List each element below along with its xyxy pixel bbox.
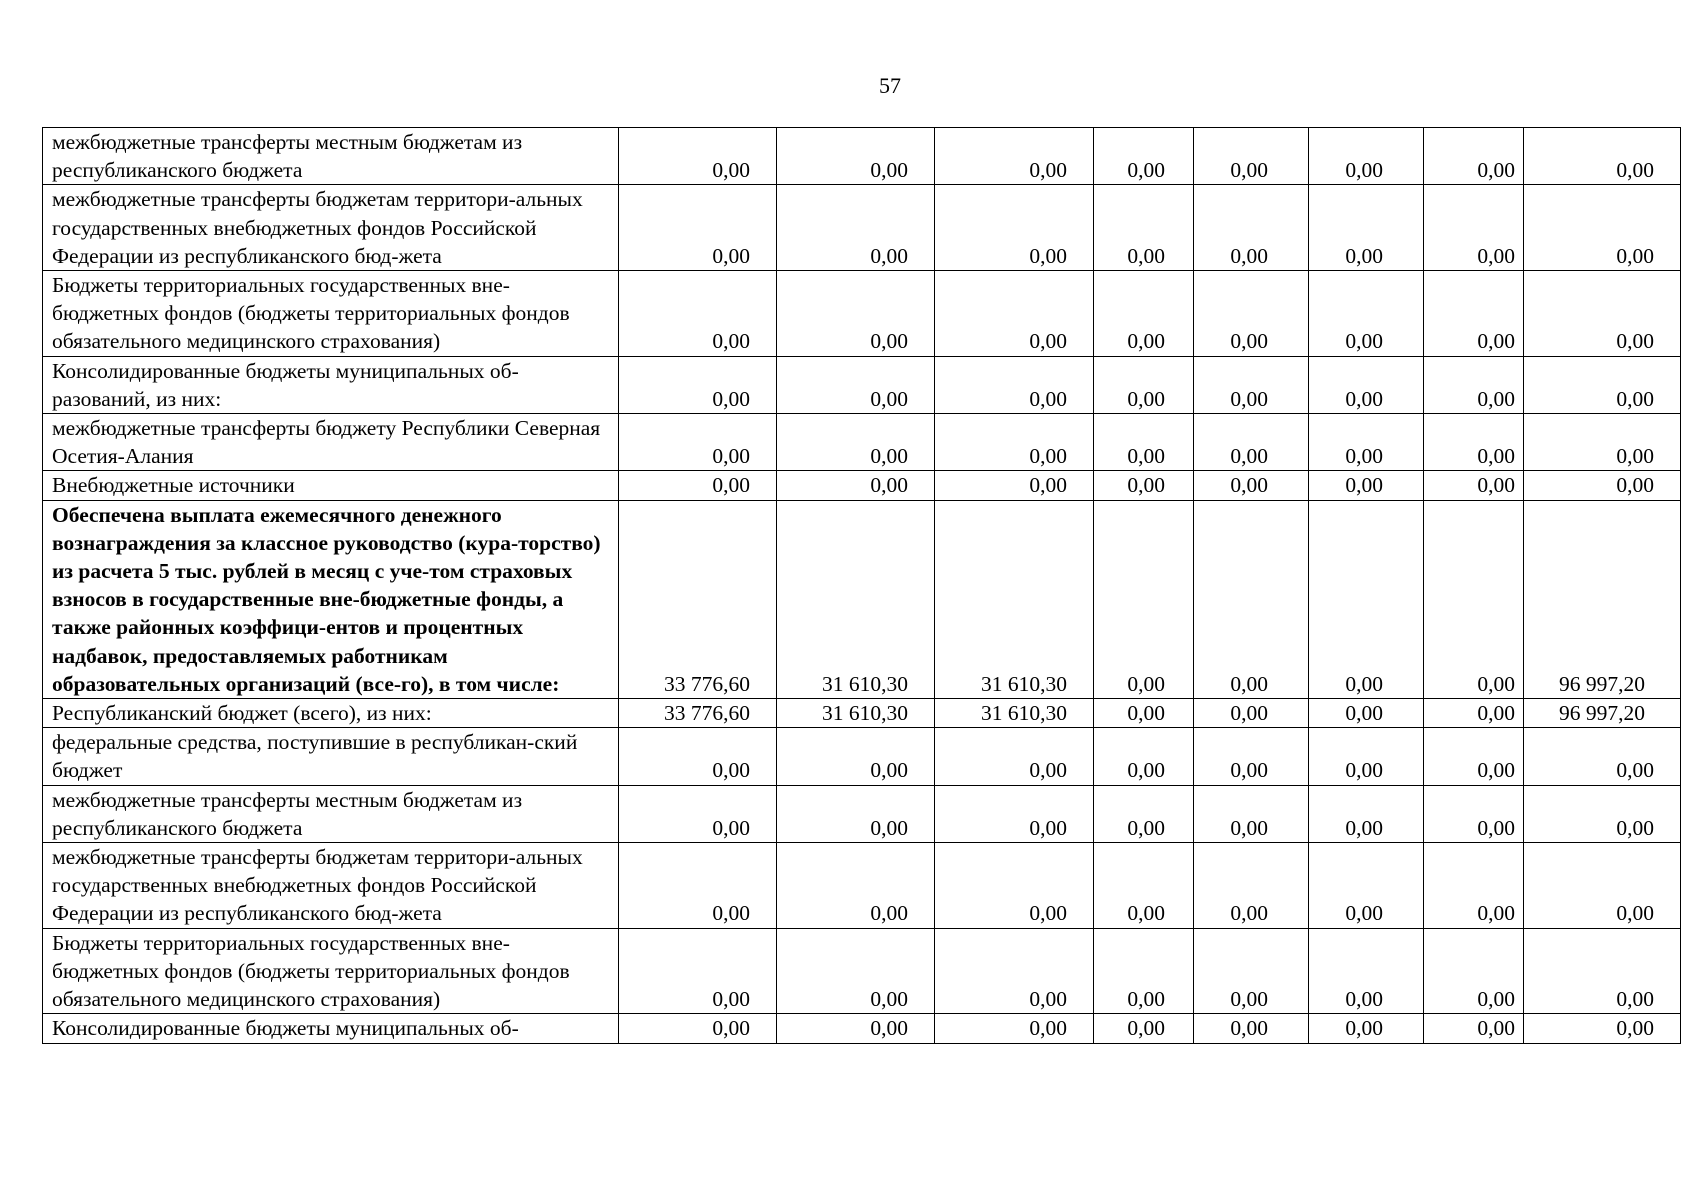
value-cell: 0,00 xyxy=(1424,928,1524,1014)
value-cell: 0,00 xyxy=(619,843,777,929)
value-cell: 0,00 xyxy=(1309,699,1424,728)
value-cell: 0,00 xyxy=(1194,471,1309,500)
value-cell: 0,00 xyxy=(935,728,1094,785)
value-cell: 0,00 xyxy=(1094,271,1194,357)
value-cell: 0,00 xyxy=(935,471,1094,500)
value-cell: 0,00 xyxy=(1424,728,1524,785)
value-cell: 0,00 xyxy=(935,928,1094,1014)
value-cell: 0,00 xyxy=(1424,785,1524,842)
value-cell: 0,00 xyxy=(1094,414,1194,471)
table-row xyxy=(43,843,1681,929)
table-row xyxy=(43,728,1681,785)
value-cell: 0,00 xyxy=(1524,785,1681,842)
value-cell: 0,00 xyxy=(777,414,935,471)
value-cell: 0,00 xyxy=(1194,785,1309,842)
value-cell: 0,00 xyxy=(777,128,935,185)
value-cell: 0,00 xyxy=(1424,843,1524,929)
budget-table xyxy=(42,127,1681,1044)
value-cell: 0,00 xyxy=(1194,843,1309,929)
value-cell: 0,00 xyxy=(1094,356,1194,413)
value-cell: 0,00 xyxy=(619,271,777,357)
value-cell: 0,00 xyxy=(777,785,935,842)
value-cell: 0,00 xyxy=(1524,185,1681,271)
value-cell: 0,00 xyxy=(1309,414,1424,471)
row-label: межбюджетные трансферты бюджету Республики Северная Осетия-Алания xyxy=(43,414,619,471)
value-cell: 0,00 xyxy=(1094,185,1194,271)
value-cell: 0,00 xyxy=(777,1014,935,1043)
value-cell: 0,00 xyxy=(1524,356,1681,413)
table-row xyxy=(43,128,1681,185)
table-row xyxy=(43,471,1681,500)
value-cell: 0,00 xyxy=(1424,356,1524,413)
value-cell: 0,00 xyxy=(619,928,777,1014)
value-cell: 0,00 xyxy=(1094,785,1194,842)
row-label: межбюджетные трансферты местным бюджетам из республиканского бюджета xyxy=(43,785,619,842)
value-cell: 96 997,20 xyxy=(1524,500,1681,698)
value-cell: 0,00 xyxy=(1194,728,1309,785)
value-cell: 0,00 xyxy=(1309,185,1424,271)
value-cell: 0,00 xyxy=(1094,1014,1194,1043)
row-label: Консолидированные бюджеты муниципальных об-разований, из них: xyxy=(43,356,619,413)
value-cell: 0,00 xyxy=(619,785,777,842)
value-cell: 0,00 xyxy=(1424,185,1524,271)
value-cell: 0,00 xyxy=(1194,128,1309,185)
value-cell: 0,00 xyxy=(1424,1014,1524,1043)
value-cell: 0,00 xyxy=(1194,185,1309,271)
value-cell: 0,00 xyxy=(777,271,935,357)
value-cell: 0,00 xyxy=(1194,699,1309,728)
value-cell: 0,00 xyxy=(1524,728,1681,785)
value-cell: 0,00 xyxy=(1524,128,1681,185)
value-cell: 0,00 xyxy=(1424,500,1524,698)
row-label: межбюджетные трансферты бюджетам территори-альных государственных внебюджетных фондов Российской Федерации из республиканского бюд-жета xyxy=(43,843,619,929)
value-cell: 0,00 xyxy=(777,728,935,785)
value-cell: 0,00 xyxy=(1309,471,1424,500)
value-cell: 0,00 xyxy=(1424,471,1524,500)
table-row xyxy=(43,185,1681,271)
value-cell: 0,00 xyxy=(1424,699,1524,728)
value-cell: 0,00 xyxy=(935,271,1094,357)
value-cell: 0,00 xyxy=(1094,928,1194,1014)
row-label: Бюджеты территориальных государственных вне-бюджетных фондов (бюджеты территориальных фондов обязательного медицинского страхования) xyxy=(43,271,619,357)
value-cell: 0,00 xyxy=(619,728,777,785)
value-cell: 0,00 xyxy=(935,1014,1094,1043)
row-label: Обеспечена выплата ежемесячного денежного вознаграждения за классное руководство (кура-торство) из расчета 5 тыс. рублей в месяц с уче-том страховых взносов в государственные вне-бюджетные фонды, а также районных коэффици-ентов и процентных надбавок, предоставляемых работникам образовательных организаций (все-го), в том числе: xyxy=(43,500,619,698)
value-cell: 0,00 xyxy=(1524,471,1681,500)
value-cell: 0,00 xyxy=(1524,1014,1681,1043)
value-cell: 0,00 xyxy=(619,414,777,471)
table-row xyxy=(43,271,1681,357)
value-cell: 0,00 xyxy=(1094,500,1194,698)
table-row xyxy=(43,699,1681,728)
value-cell: 0,00 xyxy=(935,185,1094,271)
row-label: Внебюджетные источники xyxy=(43,471,619,500)
value-cell: 0,00 xyxy=(935,843,1094,929)
value-cell: 0,00 xyxy=(1524,843,1681,929)
value-cell: 0,00 xyxy=(1309,728,1424,785)
value-cell: 31 610,30 xyxy=(777,500,935,698)
row-label: Республиканский бюджет (всего), из них: xyxy=(43,699,619,728)
value-cell: 0,00 xyxy=(619,128,777,185)
row-label: Консолидированные бюджеты муниципальных об- xyxy=(43,1014,619,1043)
value-cell: 0,00 xyxy=(1194,414,1309,471)
value-cell: 0,00 xyxy=(935,785,1094,842)
value-cell: 0,00 xyxy=(1094,128,1194,185)
value-cell: 0,00 xyxy=(1194,1014,1309,1043)
value-cell: 0,00 xyxy=(1094,471,1194,500)
value-cell: 31 610,30 xyxy=(777,699,935,728)
value-cell: 0,00 xyxy=(777,928,935,1014)
value-cell: 0,00 xyxy=(1524,271,1681,357)
value-cell: 0,00 xyxy=(1424,414,1524,471)
value-cell: 0,00 xyxy=(1309,271,1424,357)
value-cell: 0,00 xyxy=(1194,356,1309,413)
value-cell: 0,00 xyxy=(619,185,777,271)
value-cell: 0,00 xyxy=(1309,785,1424,842)
value-cell: 0,00 xyxy=(1194,500,1309,698)
value-cell: 0,00 xyxy=(1309,500,1424,698)
value-cell: 0,00 xyxy=(935,356,1094,413)
value-cell: 0,00 xyxy=(1094,728,1194,785)
row-label: федеральные средства, поступившие в республикан-ский бюджет xyxy=(43,728,619,785)
value-cell: 0,00 xyxy=(1424,271,1524,357)
value-cell: 33 776,60 xyxy=(619,699,777,728)
row-label: межбюджетные трансферты бюджетам территори-альных государственных внебюджетных фондов Российской Федерации из республиканского бюд-жета xyxy=(43,185,619,271)
value-cell: 0,00 xyxy=(777,185,935,271)
row-label: Бюджеты территориальных государственных вне-бюджетных фондов (бюджеты территориальных фондов обязательного медицинского страхования) xyxy=(43,928,619,1014)
value-cell: 0,00 xyxy=(1094,843,1194,929)
row-label: межбюджетные трансферты местным бюджетам из республиканского бюджета xyxy=(43,128,619,185)
value-cell: 0,00 xyxy=(1524,928,1681,1014)
value-cell: 0,00 xyxy=(777,843,935,929)
value-cell: 0,00 xyxy=(1424,128,1524,185)
value-cell: 96 997,20 xyxy=(1524,699,1681,728)
value-cell: 0,00 xyxy=(777,356,935,413)
value-cell: 0,00 xyxy=(1194,271,1309,357)
value-cell: 0,00 xyxy=(1309,928,1424,1014)
value-cell: 0,00 xyxy=(619,1014,777,1043)
value-cell: 0,00 xyxy=(935,128,1094,185)
value-cell: 0,00 xyxy=(935,414,1094,471)
value-cell: 0,00 xyxy=(619,471,777,500)
table-row xyxy=(43,414,1681,471)
value-cell: 31 610,30 xyxy=(935,699,1094,728)
value-cell: 0,00 xyxy=(1309,843,1424,929)
table-row xyxy=(43,928,1681,1014)
value-cell: 0,00 xyxy=(1194,928,1309,1014)
table-row xyxy=(43,356,1681,413)
table-row xyxy=(43,1014,1681,1043)
table-row xyxy=(43,500,1681,698)
value-cell: 0,00 xyxy=(1309,128,1424,185)
value-cell: 0,00 xyxy=(1094,699,1194,728)
value-cell: 0,00 xyxy=(619,356,777,413)
value-cell: 0,00 xyxy=(1309,1014,1424,1043)
value-cell: 0,00 xyxy=(777,471,935,500)
value-cell: 33 776,60 xyxy=(619,500,777,698)
table-row xyxy=(43,785,1681,842)
page-number: 57 xyxy=(879,73,901,98)
value-cell: 0,00 xyxy=(1309,356,1424,413)
value-cell: 0,00 xyxy=(1524,414,1681,471)
value-cell: 31 610,30 xyxy=(935,500,1094,698)
